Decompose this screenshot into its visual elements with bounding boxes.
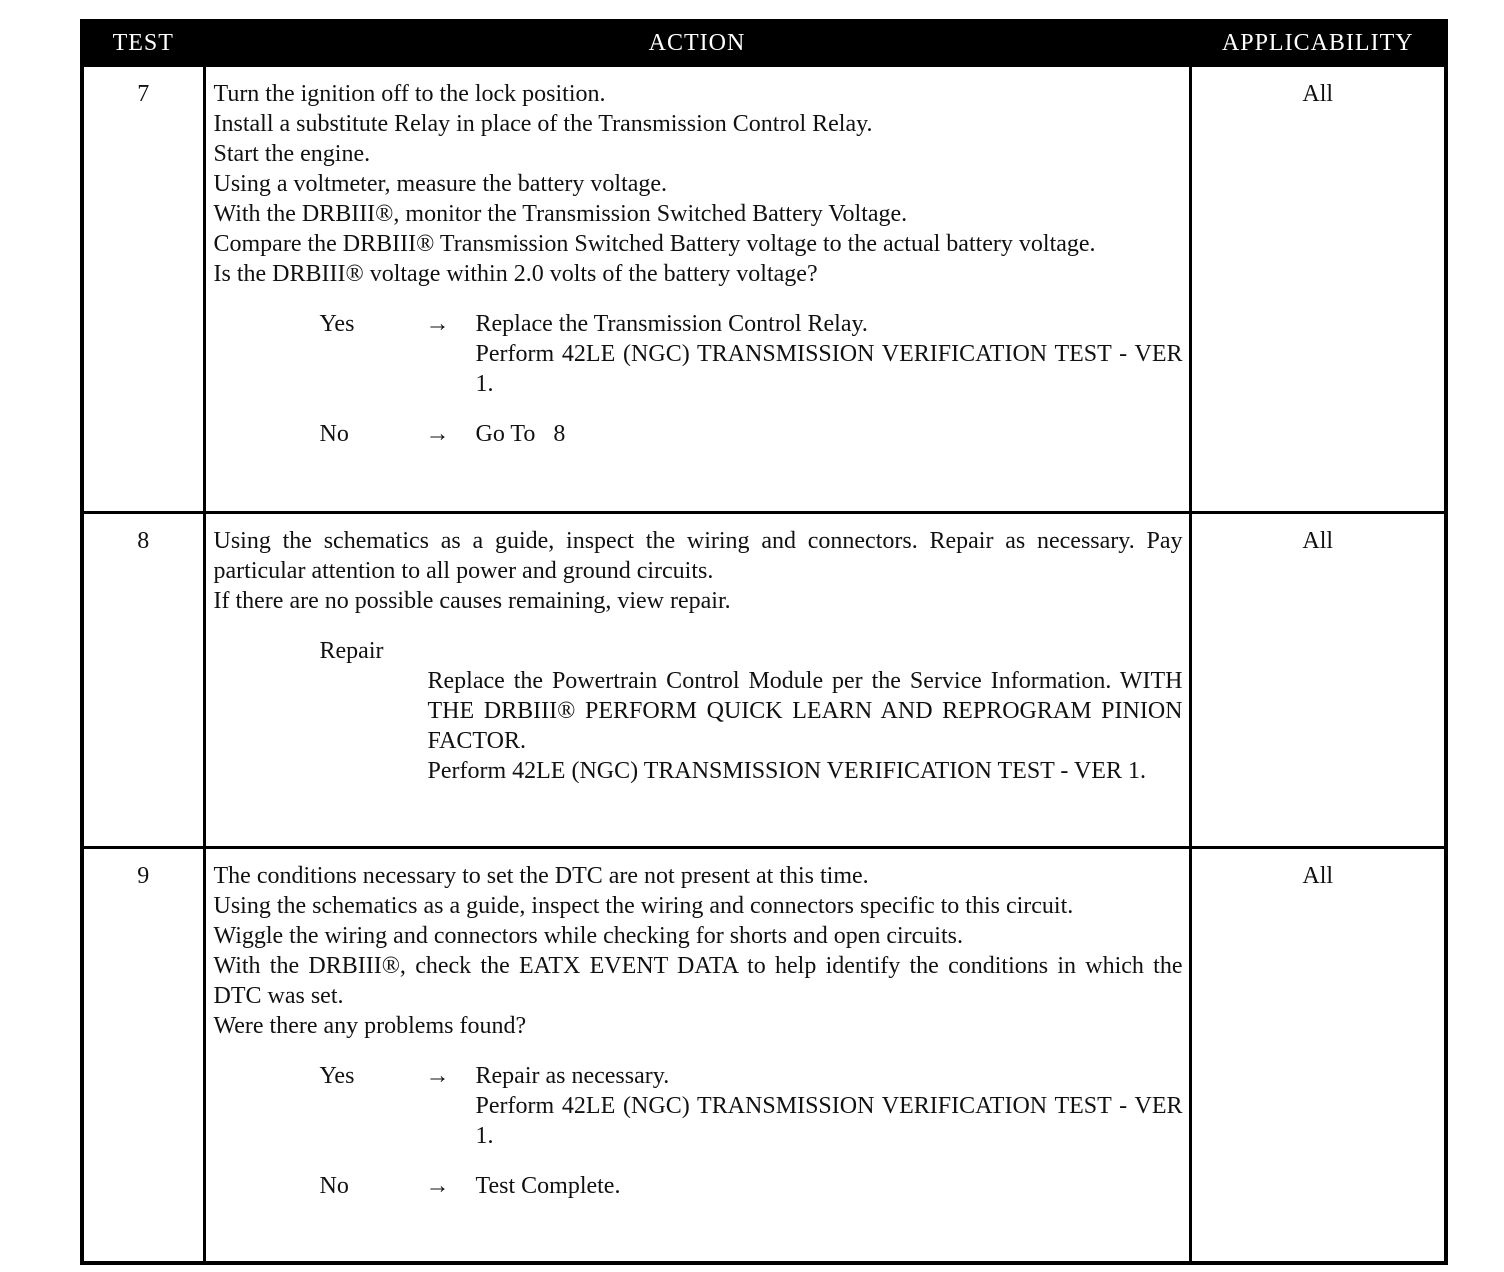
result-line: Test Complete. (475, 1173, 621, 1199)
action-line: If there are no possible causes remaining, view repair. (213, 588, 731, 614)
applicability-value: All (1190, 848, 1446, 1264)
action-cell (204, 848, 1190, 1264)
table-header-row (82, 21, 1446, 65)
header-applicability: APPLICABILITY (1190, 21, 1446, 65)
yes-label: Yes (319, 1063, 355, 1089)
no-label: No (319, 421, 349, 447)
arrow-right-icon: → (425, 311, 450, 337)
yes-result (476, 1061, 1183, 1151)
applicability-value: All (1190, 65, 1446, 513)
arrow-right-icon: → (425, 1063, 450, 1089)
action-cell (204, 65, 1190, 513)
diagnostic-test-table (80, 19, 1448, 1265)
test-number: 7 (82, 65, 204, 513)
arrow-right-icon: → (425, 1173, 450, 1199)
test-number: 8 (82, 513, 204, 848)
repair-line: Replace the Powertrain Control Module per the Service Information. WITH THE DRBIII® PERFORM QUICK LEARN AND REPROGRAM PINION FACTOR. (427, 668, 1183, 754)
no-outcome (214, 1171, 1183, 1201)
result-line: Perform 42LE (NGC) TRANSMISSION VERIFICATION TEST - VER 1. (475, 341, 1183, 397)
result-line: Go To 8 (475, 421, 566, 447)
header-test: TEST (82, 21, 204, 65)
action-line: Were there any problems found? (213, 1013, 527, 1039)
yes-outcome (214, 309, 1183, 399)
no-label: No (319, 1173, 349, 1199)
header-action: ACTION (204, 21, 1190, 65)
test-number: 9 (82, 848, 204, 1264)
action-line: Compare the DRBIII® Transmission Switched Battery voltage to the actual battery voltage. (213, 231, 1096, 257)
action-line: Turn the ignition off to the lock position. (213, 81, 606, 107)
result-line: Perform 42LE (NGC) TRANSMISSION VERIFICATION TEST - VER 1. (475, 1093, 1183, 1149)
action-line: With the DRBIII®, check the EATX EVENT DATA to help identify the conditions in which the DTC was set. (213, 953, 1183, 1009)
action-line: Wiggle the wiring and connectors while checking for shorts and open circuits. (213, 923, 963, 949)
repair-instructions (214, 666, 1183, 786)
table-row-test-9 (82, 848, 1446, 1264)
table-row-test-8 (82, 513, 1446, 848)
yes-outcome (214, 1061, 1183, 1151)
result-line: Repair as necessary. (475, 1063, 670, 1089)
action-line: The conditions necessary to set the DTC are not present at this time. (213, 863, 869, 889)
no-result (476, 1171, 1183, 1201)
no-result (476, 419, 1183, 449)
repair-label: Repair (319, 638, 384, 664)
arrow-right-icon: → (425, 421, 450, 447)
applicability-value: All (1190, 513, 1446, 848)
action-line: Install a substitute Relay in place of the Transmission Control Relay. (213, 111, 873, 137)
yes-label: Yes (319, 311, 355, 337)
action-line: With the DRBIII®, monitor the Transmission Switched Battery Voltage. (213, 201, 908, 227)
action-line: Using the schematics as a guide, inspect the wiring and connectors. Repair as necessary. Pay particular attention to all power and ground circuits. (213, 528, 1183, 584)
action-line: Using the schematics as a guide, inspect the wiring and connectors specific to this circuit. (213, 893, 1074, 919)
repair-line: Perform 42LE (NGC) TRANSMISSION VERIFICATION TEST - VER 1. (427, 758, 1146, 784)
yes-result (476, 309, 1183, 399)
no-outcome (214, 419, 1183, 449)
action-line: Start the engine. (213, 141, 371, 167)
action-cell (204, 513, 1190, 848)
action-line: Is the DRBIII® voltage within 2.0 volts of the battery voltage? (213, 261, 818, 287)
table-row-test-7 (82, 65, 1446, 513)
result-line: Replace the Transmission Control Relay. (475, 311, 868, 337)
action-line: Using a voltmeter, measure the battery voltage. (213, 171, 668, 197)
